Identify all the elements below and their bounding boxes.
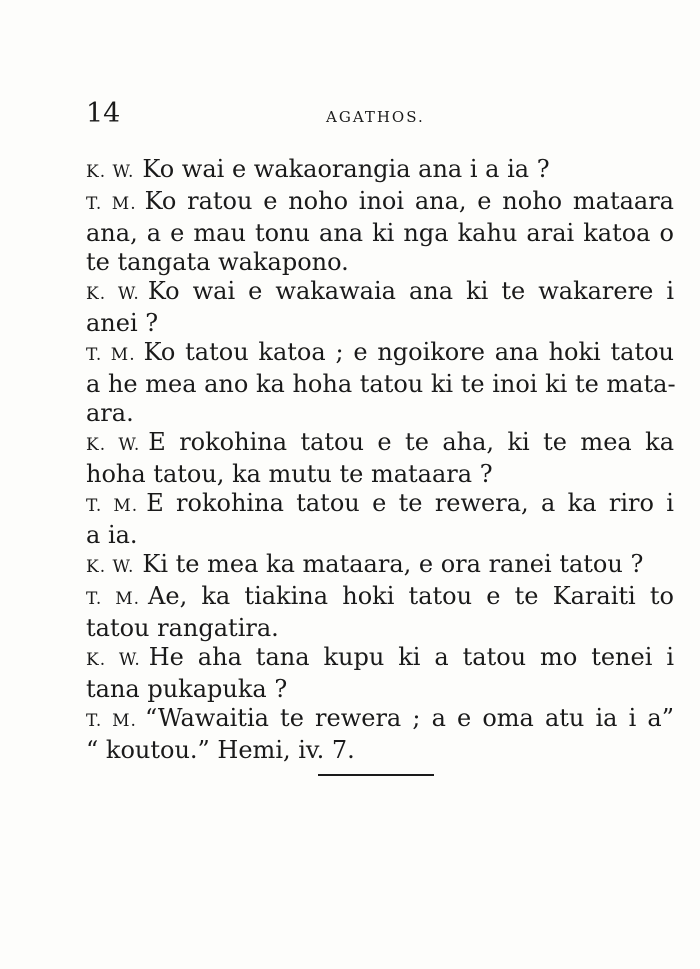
dialogue-line xyxy=(86,370,674,399)
line-text: tatou rangatira. xyxy=(86,614,279,642)
speaker-label: K. W. xyxy=(86,650,141,670)
line-text: He aha tana kupu ki a tatou mo tenei i xyxy=(148,643,674,671)
speaker-label: T. M. xyxy=(86,345,136,365)
dialogue-line xyxy=(86,460,674,489)
speaker-label: K. W. xyxy=(86,435,141,455)
speaker-label: K. W. xyxy=(86,557,135,577)
line-text: “Wawaitia te rewera ; a e oma atu ia i a” xyxy=(144,704,674,732)
dialogue-line xyxy=(86,489,674,521)
line-text: a ia. xyxy=(86,521,138,549)
line-text: ana, a e mau tonu ana ki nga kahu arai katoa o xyxy=(86,219,674,247)
dialogue-line xyxy=(86,736,674,765)
speaker-label: T. M. xyxy=(86,589,141,609)
dialogue-line xyxy=(86,428,674,460)
dialogue-line xyxy=(86,309,674,338)
line-text: hoha tatou, ka mutu te mataara ? xyxy=(86,460,493,488)
line-text: a he mea ano ka hoha tatou ki te inoi ki te mata- xyxy=(86,370,676,398)
line-text: te tangata wakapono. xyxy=(86,248,349,276)
dialogue-line xyxy=(86,399,674,428)
dialogue-line xyxy=(86,248,674,277)
dialogue-line xyxy=(86,643,674,675)
dialogue-text xyxy=(86,155,674,765)
line-text: Ki te mea ka mataara, e ora ranei tatou ? xyxy=(142,550,644,578)
dialogue-line xyxy=(86,187,674,219)
speaker-label: K. W. xyxy=(86,162,135,182)
dialogue-line xyxy=(86,155,674,187)
speaker-label: K. W. xyxy=(86,284,140,304)
speaker-label: T. M. xyxy=(86,496,139,516)
line-text: Ko ratou e noho inoi ana, e noho mataara xyxy=(144,187,674,215)
line-text: tana pukapuka ? xyxy=(86,675,288,703)
running-head: AGATHOS. xyxy=(326,108,425,126)
line-text: Ko tatou katoa ; e ngoikore ana hoki tatou xyxy=(143,338,674,366)
dialogue-line xyxy=(86,675,674,704)
line-text: anei ? xyxy=(86,309,159,337)
line-text: ara. xyxy=(86,399,134,427)
speaker-label: T. M. xyxy=(86,194,137,214)
line-text: Ae, ka tiakina hoki tatou e te Karaiti to xyxy=(148,582,674,610)
line-text: E rokohina tatou e te aha, ki te mea ka xyxy=(148,428,674,456)
line-text: Ko wai e wakaorangia ana i a ia ? xyxy=(142,155,550,183)
line-text: Ko wai e wakawaia ana ki te wakarere i xyxy=(147,277,674,305)
dialogue-line xyxy=(86,338,674,370)
line-text: E rokohina tatou e te rewera, a ka riro i xyxy=(146,489,674,517)
dialogue-line xyxy=(86,521,674,550)
line-text: “ koutou.” Hemi, iv. 7. xyxy=(86,736,355,764)
dialogue-line xyxy=(86,219,674,248)
page-number: 14 xyxy=(86,98,121,129)
page-header xyxy=(86,98,666,132)
dialogue-line xyxy=(86,582,674,614)
dialogue-line xyxy=(86,277,674,309)
dialogue-line xyxy=(86,704,674,736)
speaker-label: T. M. xyxy=(86,711,137,731)
dialogue-line xyxy=(86,550,674,582)
dialogue-line xyxy=(86,614,674,643)
end-rule xyxy=(318,774,434,776)
